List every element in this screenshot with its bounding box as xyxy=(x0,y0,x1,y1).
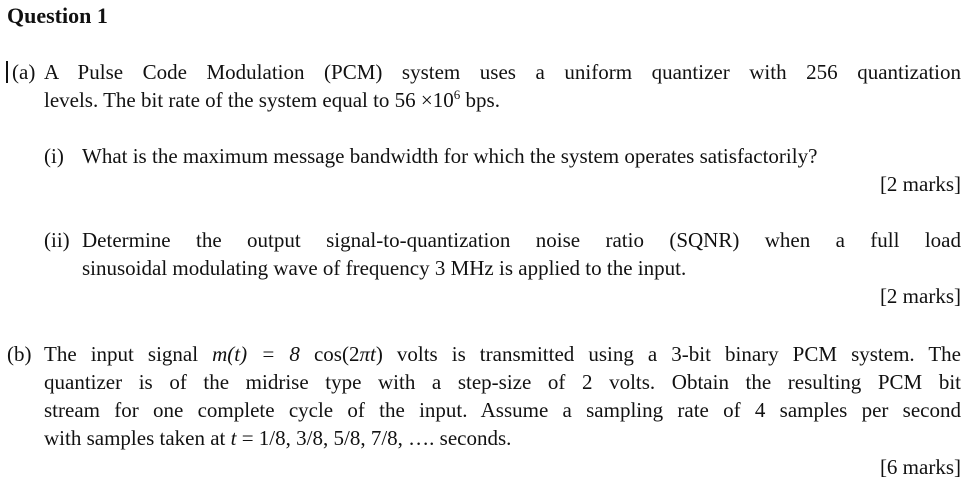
sub-ii-label: (ii) xyxy=(44,228,70,252)
part-b-line-4-suffix: = 1/8, 3/8, 5/8, 7/8, …. seconds. xyxy=(236,426,512,450)
part-b-line-1-suffix: ) volts is transmitted using a 3-bit binary PCM system. The xyxy=(375,342,961,366)
part-a-line-2-prefix: levels. The bit rate of the system equal to 56 ×10 xyxy=(44,88,454,112)
question-title: Question 1 xyxy=(7,3,108,28)
sub-ii-marks: [2 marks] xyxy=(879,284,961,308)
part-a-label: (a) xyxy=(12,60,36,84)
part-b-line-3: stream for one complete cycle of the input. Assume a sampling rate of 4 samples per second xyxy=(44,398,961,422)
part-b-line-4 xyxy=(44,424,511,452)
part-b-marks: [6 marks] xyxy=(879,455,961,479)
part-a-exponent: 6 xyxy=(453,87,461,102)
part-a-line-1: A Pulse Code Modulation (PCM) system uses a uniform quantizer with 256 quantization xyxy=(44,60,961,84)
part-b-line-1-prefix: The input signal xyxy=(44,342,213,366)
part-b-line-4-prefix: with samples taken at xyxy=(44,426,231,450)
sub-i-label: (i) xyxy=(44,144,64,168)
sub-i-text: What is the maximum message bandwidth for which the system operates satisfactorily? xyxy=(82,144,818,168)
part-b-line-1 xyxy=(44,340,961,368)
time-variable: t xyxy=(230,426,237,450)
signal-expression: m(t) = 8 xyxy=(212,342,300,366)
sub-i-marks: [2 marks] xyxy=(879,172,961,196)
part-a-line-2-suffix: bps. xyxy=(460,88,500,112)
part-a-line-2 xyxy=(44,86,500,114)
sub-ii-line-1: Determine the output signal-to-quantization noise ratio (SQNR) when a full load xyxy=(82,228,961,252)
margin-mark xyxy=(6,61,8,83)
cos-expression: cos(2 xyxy=(299,342,360,366)
part-b-line-2: quantizer is of the midrise type with a step-size of 2 volts. Obtain the resulting PCM bit xyxy=(44,370,961,394)
sub-ii-line-2: sinusoidal modulating wave of frequency 3 MHz is applied to the input. xyxy=(82,256,687,280)
pi-t-expression: πt xyxy=(359,342,376,366)
part-b-label: (b) xyxy=(7,342,32,366)
